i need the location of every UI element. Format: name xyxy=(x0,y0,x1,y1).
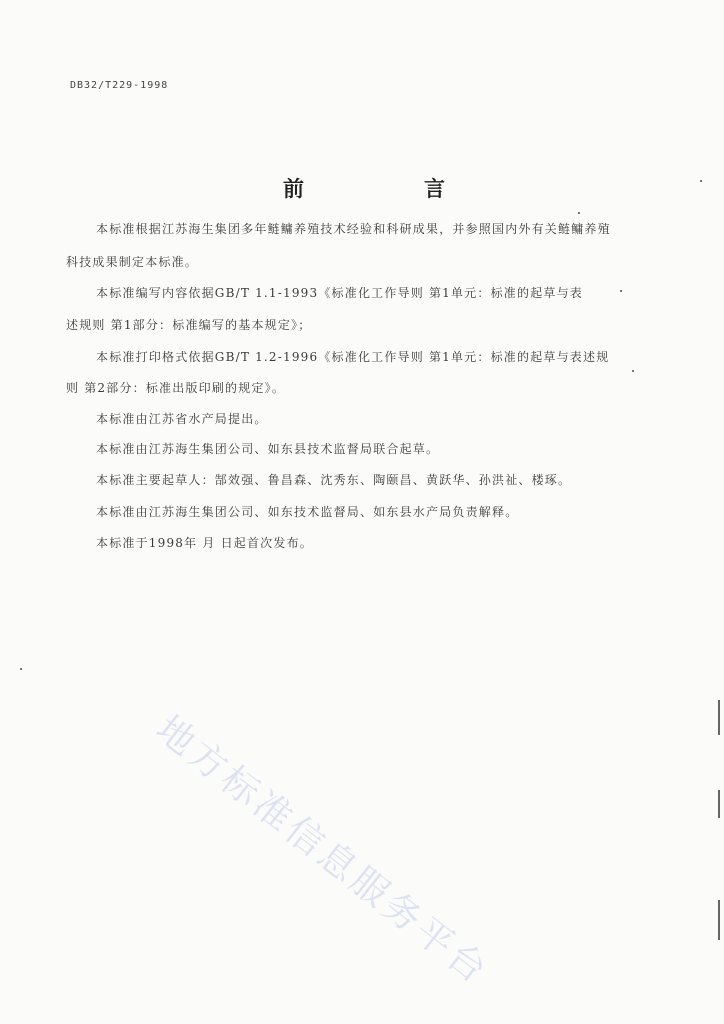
scan-speck xyxy=(578,212,580,214)
paragraph-4: 本标准由江苏省水产局提出。 xyxy=(96,412,268,426)
title-char-2: 言 xyxy=(424,176,445,201)
page-title xyxy=(0,173,724,203)
scan-speck xyxy=(620,290,622,292)
title-char-1: 前 xyxy=(283,176,304,201)
scan-edge-mark xyxy=(718,700,720,735)
paragraph-6: 本标准主要起草人：郜效强、鲁昌森、沈秀东、陶颐昌、黄跃华、孙洪祉、楼琢。 xyxy=(96,473,572,487)
paragraph-2-line-2: 述规则 第1部分：标准编写的基本规定》； xyxy=(66,318,312,332)
scan-speck xyxy=(20,668,22,670)
paragraph-1-line-1: 本标准根据江苏海生集团多年鲢鳙养殖技术经验和科研成果，并参照国内外有关鲢鳙养殖 xyxy=(96,222,611,236)
scan-speck xyxy=(632,370,634,372)
paragraph-1-line-2: 科技成果制定本标准。 xyxy=(66,255,199,269)
scan-edge-mark xyxy=(718,900,720,940)
paragraph-3-line-1: 本标准打印格式依据GB/T 1.2-1996《标准化工作导则 第1单元：标准的起草与表述规 xyxy=(96,350,610,364)
scan-edge-mark xyxy=(718,790,720,818)
scan-speck xyxy=(700,180,702,182)
watermark-text: 地方标准信息服务平台 xyxy=(147,707,498,994)
paragraph-5: 本标准由江苏海生集团公司、如东县技术监督局联合起草。 xyxy=(96,442,440,456)
paragraph-2-line-1: 本标准编写内容依据GB/T 1.1-1993《标准化工作导则 第1单元：标准的起草与表 xyxy=(96,286,583,300)
paragraph-8: 本标准于1998年 月 日起首次发布。 xyxy=(96,536,313,550)
document-code: DB32/T229-1998 xyxy=(70,80,169,91)
paragraph-3-line-2: 则 第2部分：标准出版印刷的规定》。 xyxy=(66,381,286,395)
paragraph-7: 本标准由江苏海生集团公司、如东技术监督局、如东县水产局负责解释。 xyxy=(96,505,519,519)
